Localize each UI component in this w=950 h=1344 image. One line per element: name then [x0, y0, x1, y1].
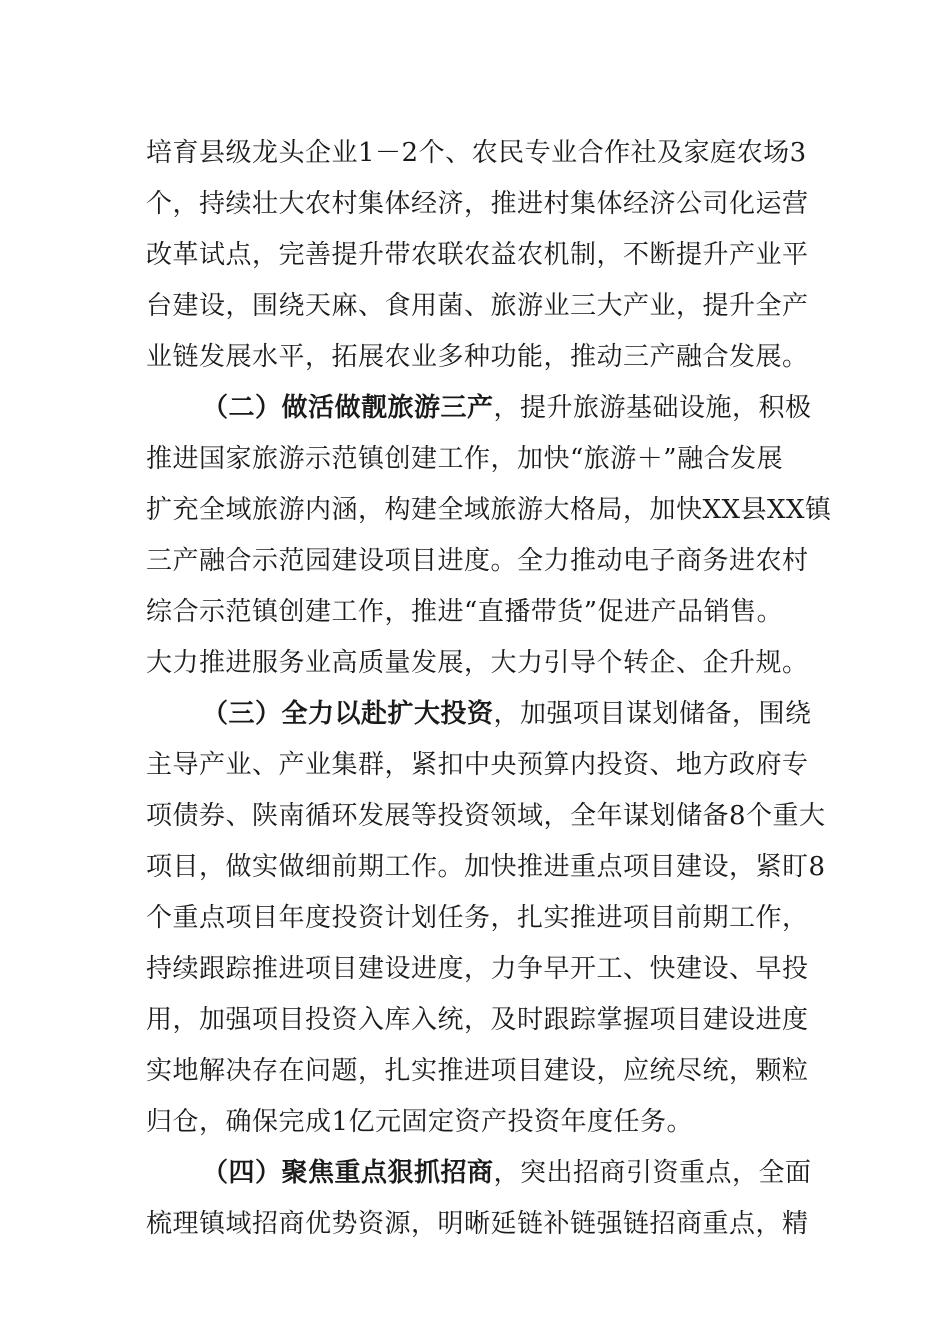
text-line: 梳理镇域招商优势资源，明晰延链补链强链招商重点，精 [146, 1209, 809, 1239]
text-line: 个，持续壮大农村集体经济，推进村集体经济公司化运营 [146, 189, 809, 219]
text-line: 综合示范镇创建工作，推进“直播带货”促进产品销售。 [146, 597, 784, 627]
text-line: 台建设，围绕天麻、食用菌、旅游业三大产业，提升全产 [146, 291, 809, 321]
text-run: ，加强项目谋划储备，围绕 [493, 699, 812, 729]
text-line: 持续跟踪推进项目建设进度，力争早开工、快建设、早投 [146, 954, 809, 984]
text-line: 业链发展水平，拓展农业多种功能，推动三产融合发展。 [146, 342, 809, 372]
section-heading: （三）全力以赴扩大投资 [202, 699, 494, 729]
text-run: ，突出招商引资重点，全面 [493, 1158, 812, 1188]
text-line: 三产融合示范园建设项目进度。全力推动电子商务进农村 [146, 546, 809, 576]
text-line: 主导产业、产业集群，紧扣中央预算内投资、地方政府专 [146, 750, 809, 780]
document-body [146, 128, 832, 1250]
text-line: 项债券、陕南循环发展等投资领域，全年谋划储备8个重大 [146, 801, 826, 831]
text-line: 推进国家旅游示范镇创建工作，加快“旅游＋”融合发展 [146, 444, 784, 474]
paragraph-1 [146, 128, 809, 383]
section-heading: （四）聚焦重点狠抓招商 [202, 1158, 494, 1188]
text-line: 改革试点，完善提升带农联农益农机制，不断提升产业平 [146, 240, 809, 270]
text-line: 实地解决存在问题，扎实推进项目建设，应统尽统，颗粒 [146, 1056, 809, 1086]
text-line: 培育县级龙头企业1－2个、农民专业合作社及家庭农场3 [146, 138, 807, 168]
text-line: 归仓，确保完成1亿元固定资产投资年度任务。 [146, 1107, 694, 1137]
text-line [146, 1148, 812, 1199]
text-line: 扩充全域旅游内涵，构建全域旅游大格局，加快XX县XX镇 [146, 495, 832, 525]
text-line: 个重点项目年度投资计划任务，扎实推进项目前期工作， [146, 903, 809, 933]
text-run: ，提升旅游基础设施，积极 [493, 393, 812, 423]
paragraph-2 [146, 383, 832, 689]
paragraph-4 [146, 1148, 812, 1250]
text-line: 项目，做实做细前期工作。加快推进重点项目建设，紧盯8 [146, 852, 826, 882]
text-line [146, 383, 812, 434]
paragraph-3 [146, 689, 826, 1148]
section-heading: （二）做活做靓旅游三产 [202, 393, 494, 423]
text-line: 大力推进服务业高质量发展，大力引导个转企、企升规。 [146, 648, 809, 678]
text-line [146, 689, 812, 740]
text-line: 用，加强项目投资入库入统，及时跟踪掌握项目建设进度 [146, 1005, 809, 1035]
